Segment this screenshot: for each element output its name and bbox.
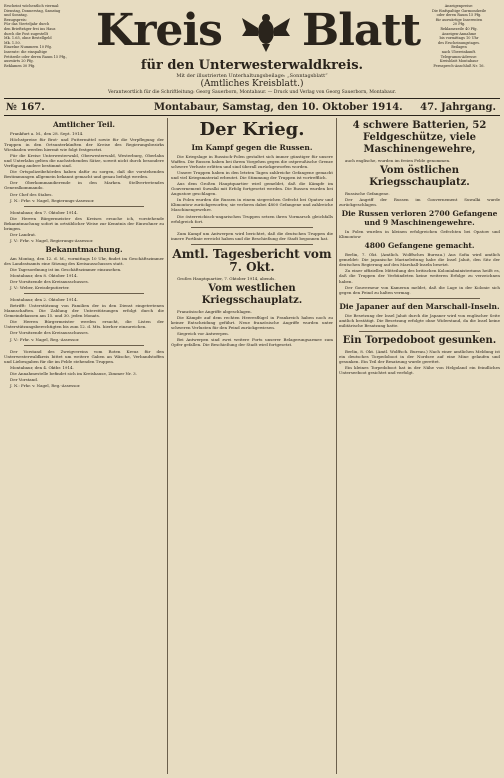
article-paragraph: Aus dem Großen Hauptquartier wird gemeldet, daß die Kämpfe im Gouvernement Suwalki mit Erfolg fortgesetzt werden. Die Russen wurden bei Augustow geschlagen. (171, 181, 333, 197)
masthead-subtitle: für den Unterwesterwaldkreis. (140, 58, 364, 73)
article-separator (191, 244, 313, 245)
official-line: (Amtliches Kreisblatt.) (200, 79, 304, 89)
advertising-info-line: Beilagen (451, 45, 467, 50)
article-paragraph: Am Montag, den 12. d. M., vormittags 10 Uhr, findet im Geschäftszimmer des Landratsamts eine Sitzung des Kreisausschusses statt. (4, 255, 164, 266)
article-paragraph: J. V.: Frhr. v. Nagel, Reg.-Assessor. (10, 336, 80, 342)
subscription-info-line: Einzelne Nummern 10 Pfg. (4, 45, 53, 50)
article-separator (24, 345, 144, 346)
subscription-info-box (4, 4, 82, 68)
article-paragraph: Der Vorsitzende des Kreisausschusses. (10, 279, 89, 285)
advertising-info-line: Telegramm-Adresse: (440, 54, 478, 59)
article-paragraph: Der Gouverneur von Kamerun meldet, daß die Lage in der Kolonie sich gegen den Feind zu halten vermag. (339, 284, 500, 295)
article-paragraph: Der Vorstand. (10, 376, 39, 382)
advertising-info-line: Die fünfspaltige Garmondzeile (431, 8, 487, 13)
advertising-info-line: Reklamezeile 40 Pfg. (440, 26, 478, 31)
subscription-info-line: auswärts 20 Pfg. (4, 59, 34, 64)
article-paragraph: Siegreich vor Antwerpen. (177, 330, 229, 336)
advertising-info-line: Anzeigen-Annahme (441, 31, 477, 36)
article-paragraph: Höchstpreise für Brot- und Futtermittel sowie für die Verpflegung der Truppen in den Ortsunterkünften der Kreise des Regierungsbezirks Wiesbaden werden hiermit wie folgt festgesetzt. (4, 137, 164, 153)
article-headline: Bekanntmachung. (45, 244, 123, 254)
advertising-info-line: nach Übereinkunft. (441, 49, 477, 54)
article-paragraph: Großes Hauptquartier, 7. Oktober 1914, abends. (177, 275, 276, 281)
article-paragraph: In Polen wurden die Russen in einem siegreichen Gefecht bei Opatow und Klimontow zurückgeworfen; sie verloren dabei 4800 Gefangene und zahlreiche Maschinengewehre. (171, 197, 333, 213)
article-paragraph: Die Herren Bürgermeister werden ersucht, die Listen der Unterstützungsberechtigten bis zum 12. d. Mts. hierher einzureichen. (4, 319, 164, 330)
column-official-notices (4, 118, 164, 774)
article-paragraph: Der Vorsitzende des Kreisausschusses. (10, 330, 89, 336)
divider (4, 115, 500, 116)
advertising-info-box (418, 4, 500, 68)
masthead-title (90, 5, 421, 56)
subscription-info-line: Bezugspreis: (4, 17, 27, 22)
article-paragraph: Französische Angriffe abgeschlagen. (177, 308, 252, 314)
masthead-title-left: Kreis (96, 5, 222, 56)
article-paragraph: Betrifft: Unterstützung von Familien der in den Dienst eingetretenen Mannschaften. Die Zahlung der Unterstützungen erfolgt durch die Gemeindekassen am 15. und 30. jeden Monats. (4, 303, 164, 319)
advertising-info-line: Kreisblatt Montabaur (439, 59, 479, 64)
article-paragraph: Ein kleines Torpedoboot hat in der Nähe von Helgoland ein feindliches Unterseeboot gesichtet und verfolgt. (339, 364, 500, 375)
article-paragraph: J. V.: Frhr. v. Nagel, Regierungs-Assessor. (10, 237, 94, 243)
subscription-info-line: Petitzeile oder deren Raum 15 Pfg., (4, 54, 68, 59)
article-separator (359, 331, 480, 332)
article-paragraph: Unsere Truppen haben in den letzten Tagen zahlreiche Gefangene gemacht und viel Kriegsmaterial erbeutet. Die Stimmung der Truppen ist vortrefflich. (171, 170, 333, 181)
article-paragraph: Montabaur, den 8. Oktober 1914. (10, 273, 78, 279)
article-paragraph: Montabaur, den 7. Oktober 1914. (10, 209, 78, 215)
dateline (4, 101, 500, 115)
article-paragraph: Berlin, 7. Okt. (Amtlich. Wolffsches Bureau.) Aus Sofia wird amtlich gemeldet: Die japanische Marineleitung habe die Insel Jaluit, den Sitz der deutschen Regierung auf den Marshall-Inseln besetzt. (339, 252, 500, 268)
subscription-info-line: Dienstag, Donnerstag, Samstag (4, 8, 61, 13)
subscription-info-line: Für das Vierteljahr durch (4, 22, 50, 27)
column-divider (336, 118, 337, 774)
article-paragraph: Zum Kampf um Antwerpen wird berichtet, daß die deutschen Truppen die innere Fortlinie erreicht haben und die Beschießung der Stadt begonnen hat. (171, 230, 333, 241)
column-eastern-front (339, 118, 500, 774)
article-headline: Der Krieg. (199, 119, 305, 140)
article-headline: Vom westlichen Kriegsschauplatz. (201, 282, 303, 306)
issue-place-date: Montabaur, Samstag, den 10. Oktober 1914. (154, 102, 403, 113)
subscription-info-line: Inserate: die einspaltige (4, 49, 48, 54)
advertising-info-line: oder deren Raum 15 Pfg. (436, 13, 482, 18)
article-paragraph: Die Annahmestelle befindet sich im Kreishause, Zimmer Nr. 3. (10, 370, 137, 376)
article-paragraph: Bei Antwerpen sind zwei weitere Forts unserer Belagerungsarmee zum Opfer gefallen. Die Beschießung der Stadt wird fortgesetzt. (171, 336, 333, 348)
subscription-info-line: durch die Post zugestellt (4, 31, 49, 36)
issue-volume: 47. Jahrgang. (420, 102, 496, 113)
article-paragraph: J. N.: Frhr. v. Nagel, Reg.-Assessor. (10, 382, 81, 388)
responsibility-line: Verantwortlich für die Schriftleitung: Georg Sauerborn, Montabaur. — Druck und Verlag von Georg Sauerborn, Montabaur. (107, 90, 397, 95)
article-paragraph: Montabaur, den 4. Oktbr. 1914. (10, 364, 74, 370)
article-headline: 4800 Gefangene gemacht. (364, 241, 475, 251)
advertising-info-line: bis vormittags 10 Uhr (439, 36, 479, 41)
advertising-info-line: des Erscheinungstages. (437, 40, 481, 45)
article-paragraph: Russische Gefangene. (345, 191, 390, 197)
subscription-info-line: Erscheint wöchentlich viermal: (4, 4, 60, 8)
article-paragraph: Montabaur, den 2. Oktober 1914. (10, 297, 78, 303)
subscription-info-line: Mk. 1.65, ohne Bestellgeld (4, 36, 52, 41)
subscription-info-line: Mk. 1.50. (4, 40, 21, 45)
article-paragraph: Der Landrat. (10, 231, 37, 237)
article-separator (24, 293, 144, 294)
article-headline: Vom östlichen Kriegsschauplatz. (369, 165, 470, 189)
article-paragraph: In Polen wurden in kleinen erfolgreichen Gefechten bei Opatow und Klimontow (339, 229, 500, 240)
column-divider (167, 118, 168, 774)
divider (4, 98, 500, 99)
article-paragraph: Die Besetzung der Insel Jaluit durch die Japaner wird von englischer Seite amtlich bestätigt. Die Besetzung erfolgte ohne Widerstand, da die Insel keine militärische Besatzung hatte. (339, 312, 500, 328)
article-paragraph: Die Kämpfe auf dem rechten Heeresflügel in Frankreich haben noch zu keiner Entscheidung geführt. Neue französische Angriffe wurden unter schweren Verlusten für den Feind zurückgewiesen. (171, 314, 333, 330)
article-paragraph: auch englische, wurden im freien Felde genommen. (345, 158, 451, 163)
masthead-title-right: Blatt (302, 5, 421, 56)
article-paragraph: J. N.: Frhr. v. Nagel, Regierungs-Assessor. (10, 197, 95, 203)
article-paragraph: Die Herren Bürgermeister des Kreises ersuche ich, vorstehende Bekanntmachung sofort in ortsüblicher Weise zur Kenntnis der Einwohner zu bringen. (4, 215, 164, 231)
eagle-emblem-icon (240, 10, 292, 54)
article-paragraph: Die Ortspolizeibehörden haben dafür zu sorgen, daß die vorstehenden Bestimmungen allgemein bekannt gemacht und genau befolgt werden. (4, 169, 164, 180)
article-headline: Die Russen verloren 2700 Gefangene und 9 Maschinengewehre. (341, 209, 498, 228)
advertising-info-line: Anzeigenpreise: (444, 4, 474, 8)
article-paragraph: Berlin, 8. Okt. (Amtl. Wolffsch. Bureau.) Nach einer amtlichen Meldung ist ein deutsches Torpedoboot in der Nordsee auf eine Mine gelaufen und gesunken. Ein Teil der Besatzung wurde gerettet. (339, 348, 500, 364)
article-headline: Die Japaner auf den Marschall-Inseln. (339, 301, 500, 311)
article-separator (359, 298, 480, 299)
article-headline: Ein Torpedoboot gesunken. (342, 334, 497, 346)
article-paragraph: Die österreichisch-ungarischen Truppen setzen ihren Vormarsch gleichfalls erfolgreich fort. (171, 213, 333, 224)
article-paragraph: Für die Kreise Unterwesterwald, Oberwesterwald, Westerburg, Oberlahn und Unterlahn gelten die nachstehenden Sätze, soweit nicht durch besondere Verfügung andere bestimmt sind. (4, 153, 164, 169)
supplement-line: Mit der illustrierten Unterhaltungsbeilage: „Sonntagsblatt“ (176, 73, 328, 79)
article-paragraph: Die Kriegslage in Russisch-Polen gestaltet sich immer günstiger für unsere Waffen. Die Russen haben bei ihrem Vorgehen gegen die ostpreußische Grenze schwere Verluste erlitten und sind überall zurückgeworfen worden. (171, 154, 333, 170)
article-paragraph: Der Vorstand des Zweigvereins vom Roten Kreuz für den Unterwesterwaldkreis bittet um weitere Gaben an Wäsche, Verbandstoffen und Liebesgaben für die im Felde stehenden Truppen. (4, 348, 164, 364)
article-paragraph: Der Oberkommandierende in den Marken. Stellvertretendes Generalkommando. (4, 180, 164, 191)
article-headline: Amtl. Tagesbericht vom 7. Okt. (172, 246, 332, 274)
subscription-info-line: und Sonntag. (4, 13, 28, 18)
subscription-info-line: den Briefträger frei ins Haus (4, 26, 56, 31)
article-headline: Amtlicher Teil. (52, 120, 116, 129)
advertising-info-line: Fernsprech-Anschluß Nr. 16. (433, 63, 485, 68)
article-headline: 4 schwere Batterien, 52 Feldgeschütze, viele Maschinengewehre, (352, 120, 487, 155)
article-separator (24, 206, 144, 207)
column-war-news (171, 118, 333, 774)
article-separator (191, 227, 313, 228)
article-paragraph: Der Chef des Stabes. (10, 191, 53, 197)
article-paragraph: Zu einer offiziellen Mitteilung des britischen Kolonialministeriums heißt es, daß die Truppen der Verbündeten keine weiteren Erfolge zu verzeichnen haben. (339, 268, 500, 284)
article-paragraph: Die Tagesordnung ist im Geschäftszimmer einzusehen. (10, 266, 122, 272)
article-paragraph: Der Angriff der Russen im Gouvernement Suwalki wurde zurückgeschlagen. (339, 197, 500, 208)
subscription-info-line: Reklamen 30 Pfg. (4, 63, 36, 68)
issue-number: № 167. (6, 102, 45, 113)
advertising-info-line: für auswärtige Inserenten (435, 17, 483, 22)
article-headline: Im Kampf gegen die Russen. (191, 143, 313, 152)
advertising-info-line: 20 Pfg. (452, 22, 466, 27)
article-paragraph: J. V.: Weber, Kreisdeputierter. (10, 285, 70, 291)
article-paragraph: Frankfurt a. M., den 28. Sept. 1914. (10, 131, 84, 136)
